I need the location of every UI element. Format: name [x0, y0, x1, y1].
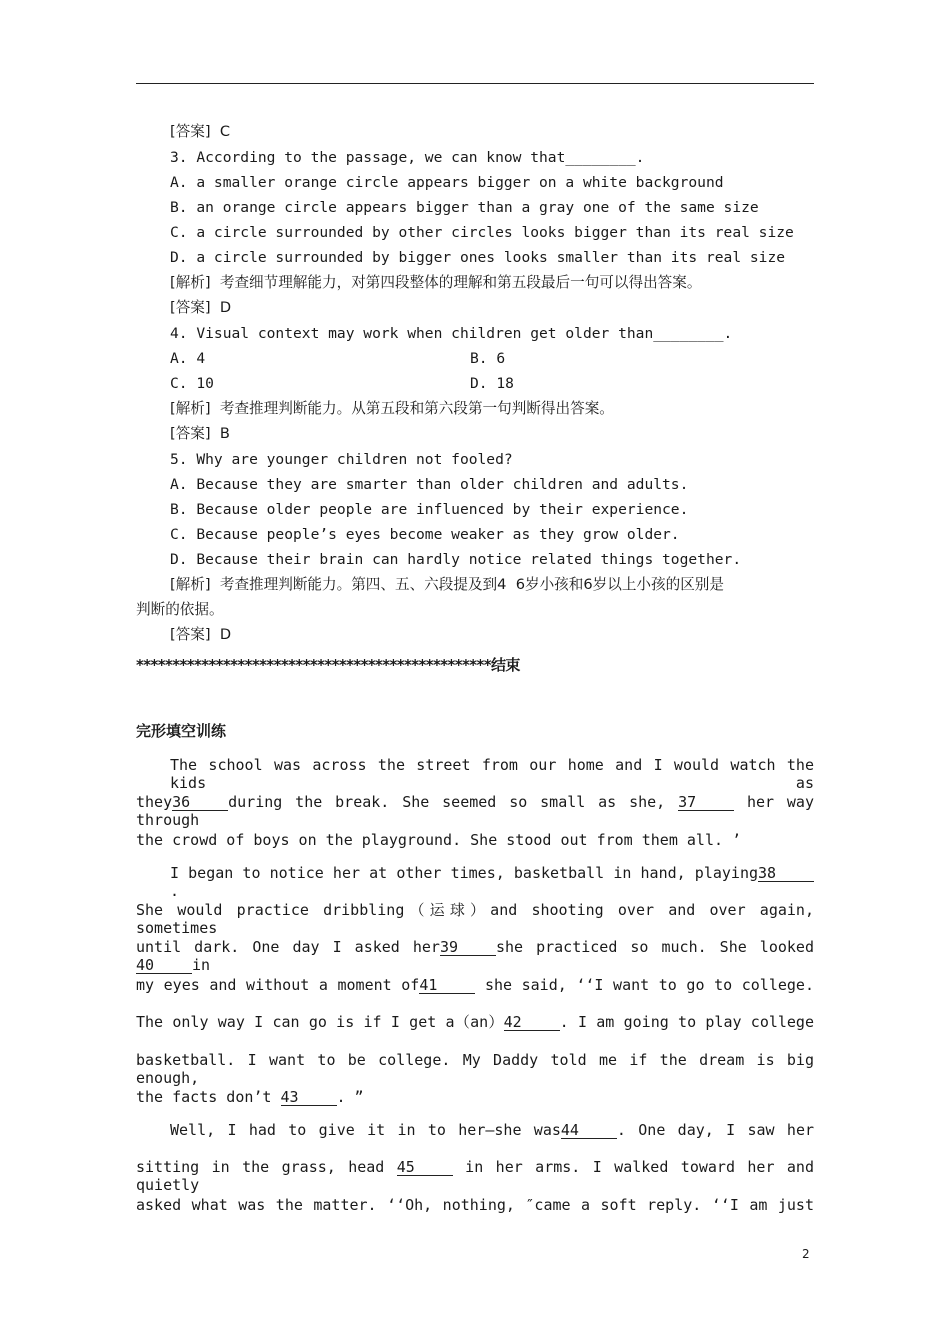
q5-stem: 5. Why are younger children not fooled? — [170, 451, 513, 468]
cloze-blank-38: 38 — [758, 865, 814, 882]
cloze-text: in her arms. I walked toward her and quietly — [136, 1158, 814, 1194]
cloze-text: asked what was the matter. ‘‘Oh, nothing, ″came a soft reply. ‘‘I am just — [136, 1196, 814, 1214]
cloze-blank-39: 39 — [440, 939, 496, 956]
cloze-text: they — [136, 793, 173, 811]
q3-analysis: [解析] 考查细节理解能力，对第四段整体的理解和第五段最后一句可以得出答案。 — [170, 274, 702, 291]
cloze-text: until dark. One day I asked her — [136, 938, 440, 956]
page-number: 2 — [802, 1247, 810, 1261]
cloze-line — [136, 1196, 814, 1214]
cloze-blank-44: 44 — [561, 1122, 617, 1139]
q3-option-b: B. an orange circle appears bigger than a gray one of the same size — [170, 199, 759, 216]
cloze-text: I began to notice her at other times, basketball in hand, playing — [170, 864, 758, 882]
cloze-line — [170, 756, 814, 792]
q3-stem: 3. According to the passage, we can know that________. — [170, 149, 645, 166]
cloze-text: . — [170, 882, 180, 900]
cloze-line — [136, 901, 814, 937]
cloze-blank-42: 42 — [504, 1014, 560, 1031]
cloze-line — [170, 1121, 814, 1139]
cloze-text: The school was across the street from our home and I would watch the kids as — [170, 756, 814, 792]
cloze-text: . One day, I saw her — [616, 1121, 815, 1139]
q5-option-c: C. Because people’s eyes become weaker as they grow older. — [170, 526, 680, 543]
q5-option-b: B. Because older people are influenced by their experience. — [170, 501, 689, 518]
q3-answer: [答案] D — [170, 299, 232, 316]
q4-answer: [答案] B — [170, 425, 230, 442]
cloze-heading: 完形填空训练 — [136, 722, 227, 740]
q4-option-c: C. 10 — [170, 375, 214, 392]
q3-option-d: D. a circle surrounded by bigger ones looks smaller than its real size — [170, 249, 786, 266]
cloze-text: my eyes and without a moment of — [136, 976, 420, 994]
cloze-text: The only way I can go is if I get a（an） — [136, 1013, 504, 1031]
cloze-line — [136, 793, 814, 829]
cloze-blank-36: 36 — [172, 794, 228, 811]
cloze-line — [136, 1051, 814, 1087]
q5-analysis-line-2: 判断的依据。 — [136, 601, 224, 618]
q2-answer: [答案] C — [170, 123, 231, 140]
q3-option-c: C. a circle surrounded by other circles looks bigger than its real size — [170, 224, 794, 241]
cloze-text: she said, ‘‘I want to go to college. — [475, 976, 814, 994]
q4-stem: 4. Visual context may work when children get older than________. — [170, 325, 733, 342]
q4-option-d: D. 18 — [470, 375, 514, 392]
cloze-text: basketball. I want to be college. My Daddy told me if the dream is big enough, — [136, 1051, 814, 1087]
cloze-text: during the break. She seemed so small as she, — [228, 793, 679, 811]
cloze-text: her way through — [136, 793, 814, 829]
q4-option-a: A. 4 — [170, 350, 206, 367]
cloze-text: She would practice dribbling（运球）and shooting over and over again, sometimes — [136, 901, 814, 937]
cloze-line — [136, 1013, 814, 1031]
cloze-text: sitting in the grass, head — [136, 1158, 397, 1176]
cloze-line — [136, 976, 814, 994]
cloze-blank-43: 43 — [281, 1089, 337, 1106]
cloze-text: . ” — [336, 1088, 364, 1106]
cloze-text: Well, I had to give it in to her—she was — [170, 1121, 561, 1139]
cloze-text: the crowd of boys on the playground. She stood out from them all. ’ — [136, 831, 742, 849]
q4-analysis: [解析] 考查推理判断能力。从第五段和第六段第一句判断得出答案。 — [170, 400, 614, 417]
cloze-line — [136, 831, 814, 849]
header-rule — [136, 83, 814, 84]
cloze-blank-37: 37 — [678, 794, 734, 811]
cloze-text: the facts don’t — [136, 1088, 281, 1106]
cloze-line — [136, 1158, 814, 1194]
cloze-text: in — [192, 956, 211, 974]
q5-option-d: D. Because their brain can hardly notice related things together. — [170, 551, 742, 568]
cloze-blank-45: 45 — [397, 1159, 453, 1176]
q3-option-a: A. a smaller orange circle appears bigger on a white background — [170, 174, 724, 191]
cloze-blank-40: 40 — [136, 957, 192, 974]
cloze-line — [136, 938, 814, 974]
cloze-line — [136, 1088, 814, 1106]
q4-option-b: B. 6 — [470, 350, 506, 367]
q5-analysis-line-1: [解析] 考查推理判断能力。第四、五、六段提及到4 6岁小孩和6岁以上小孩的区别是 — [170, 576, 724, 593]
q5-answer: [答案] D — [170, 626, 232, 643]
cloze-blank-41: 41 — [419, 977, 475, 994]
cloze-text: she practiced so much. She looked — [495, 938, 814, 956]
cloze-text: . I am going to play college — [559, 1013, 814, 1031]
q5-option-a: A. Because they are smarter than older children and adults. — [170, 476, 689, 493]
end-marker: *************************************************结束 — [136, 656, 520, 674]
cloze-line — [170, 864, 814, 900]
